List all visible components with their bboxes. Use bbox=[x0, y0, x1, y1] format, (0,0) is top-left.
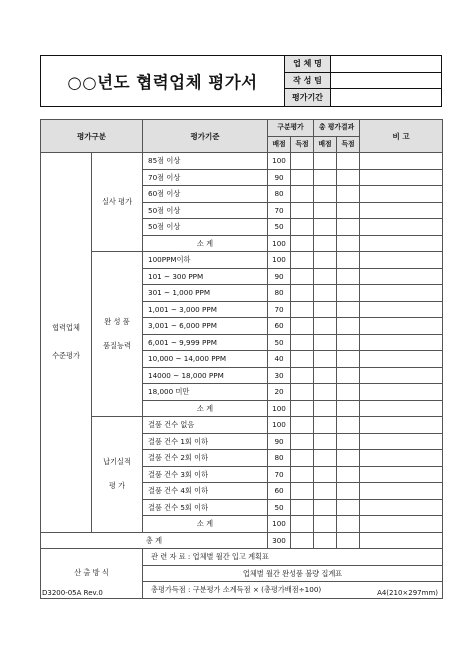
subtotal-total-allot-cell[interactable] bbox=[314, 516, 337, 533]
doc-code: D3200-05A Rev.0 bbox=[42, 589, 103, 597]
points-cell: 50 bbox=[268, 499, 291, 516]
total-score-cell[interactable] bbox=[337, 351, 360, 368]
grand-total-label: 총 계 bbox=[41, 532, 268, 549]
score-cell[interactable] bbox=[291, 499, 314, 516]
grand-total-result-cell[interactable] bbox=[337, 532, 360, 549]
points-cell: 80 bbox=[268, 285, 291, 302]
total-score-cell[interactable] bbox=[337, 417, 360, 434]
section-name-line2: 평 가 bbox=[108, 481, 126, 491]
calc-method-label: 산 출 방 식 bbox=[41, 549, 143, 599]
subtotal-total-allot-cell[interactable] bbox=[314, 235, 337, 252]
total-allot-cell[interactable] bbox=[314, 252, 337, 269]
points-cell: 100 bbox=[268, 153, 291, 170]
total-allot-cell[interactable] bbox=[314, 169, 337, 186]
note-cell[interactable] bbox=[360, 186, 443, 203]
calc-row bbox=[41, 549, 443, 566]
criteria-cell: 10,000 ~ 14,000 PPM bbox=[143, 351, 268, 368]
points-cell: 60 bbox=[268, 483, 291, 500]
total-score-cell[interactable] bbox=[337, 202, 360, 219]
score-cell[interactable] bbox=[291, 367, 314, 384]
subtotal-score-cell[interactable] bbox=[291, 400, 314, 417]
score-cell[interactable] bbox=[291, 186, 314, 203]
criteria-cell: 50점 이상 bbox=[143, 202, 268, 219]
score-cell[interactable] bbox=[291, 417, 314, 434]
score-cell[interactable] bbox=[291, 483, 314, 500]
note-cell[interactable] bbox=[360, 499, 443, 516]
total-allot-cell[interactable] bbox=[314, 384, 337, 401]
subtotal-points: 100 bbox=[268, 235, 291, 252]
criteria-cell: 50점 이상 bbox=[143, 219, 268, 236]
table-row bbox=[41, 153, 443, 170]
score-cell[interactable] bbox=[291, 334, 314, 351]
grand-total-score-cell[interactable] bbox=[291, 532, 314, 549]
header-field-team bbox=[285, 73, 441, 90]
score-cell[interactable] bbox=[291, 169, 314, 186]
total-score-cell[interactable] bbox=[337, 268, 360, 285]
points-cell: 30 bbox=[268, 367, 291, 384]
paper-size: A4(210×297mm) bbox=[377, 589, 438, 597]
total-allot-cell[interactable] bbox=[314, 268, 337, 285]
note-cell[interactable] bbox=[360, 202, 443, 219]
score-cell[interactable] bbox=[291, 433, 314, 450]
criteria-cell: 85점 이상 bbox=[143, 153, 268, 170]
total-score-cell[interactable] bbox=[337, 499, 360, 516]
total-allot-cell[interactable] bbox=[314, 499, 337, 516]
score-cell[interactable] bbox=[291, 153, 314, 170]
score-cell[interactable] bbox=[291, 301, 314, 318]
total-score-cell[interactable] bbox=[337, 169, 360, 186]
subtotal-total-score-cell[interactable] bbox=[337, 400, 360, 417]
note-cell[interactable] bbox=[360, 268, 443, 285]
points-cell: 70 bbox=[268, 301, 291, 318]
header-field-period bbox=[285, 89, 441, 106]
subtotal-points: 100 bbox=[268, 400, 291, 417]
criteria-cell: 결품 건수 4회 이하 bbox=[143, 483, 268, 500]
total-allot-cell[interactable] bbox=[314, 351, 337, 368]
subtotal-label: 소 계 bbox=[143, 235, 268, 252]
criteria-cell: 결품 건수 없음 bbox=[143, 417, 268, 434]
points-cell: 90 bbox=[268, 268, 291, 285]
total-allot-cell[interactable] bbox=[314, 433, 337, 450]
subtotal-note-cell[interactable] bbox=[360, 400, 443, 417]
subtotal-label: 소 계 bbox=[143, 400, 268, 417]
col-header-note: 비 고 bbox=[360, 120, 443, 153]
note-cell[interactable] bbox=[360, 417, 443, 434]
total-score-cell[interactable] bbox=[337, 450, 360, 467]
criteria-cell: 1,001 ~ 3,000 PPM bbox=[143, 301, 268, 318]
main-category bbox=[41, 153, 92, 533]
points-cell: 80 bbox=[268, 450, 291, 467]
col-header-total-allot: 배점 bbox=[314, 136, 337, 153]
total-score-cell[interactable] bbox=[337, 367, 360, 384]
table-row bbox=[41, 417, 443, 434]
score-cell[interactable] bbox=[291, 252, 314, 269]
points-cell: 50 bbox=[268, 334, 291, 351]
subtotal-points: 100 bbox=[268, 516, 291, 533]
total-score-cell[interactable] bbox=[337, 252, 360, 269]
note-cell[interactable] bbox=[360, 169, 443, 186]
score-cell[interactable] bbox=[291, 384, 314, 401]
total-allot-cell[interactable] bbox=[314, 417, 337, 434]
header-fields bbox=[285, 56, 441, 106]
points-cell: 90 bbox=[268, 433, 291, 450]
points-cell: 70 bbox=[268, 466, 291, 483]
total-score-cell[interactable] bbox=[337, 285, 360, 302]
main-category-line2: 수준평가 bbox=[52, 351, 80, 361]
section-name-line1: 납기실적 bbox=[103, 457, 131, 467]
subtotal-note-cell[interactable] bbox=[360, 516, 443, 533]
col-header-category: 평가구분 bbox=[41, 120, 143, 153]
main-category-line1: 협력업체 bbox=[52, 323, 80, 333]
note-cell[interactable] bbox=[360, 450, 443, 467]
total-score-cell[interactable] bbox=[337, 186, 360, 203]
score-cell[interactable] bbox=[291, 450, 314, 467]
eval-period-field[interactable] bbox=[331, 89, 441, 106]
company-name-label: 업 체 명 bbox=[285, 56, 331, 72]
criteria-cell: 14000 ~ 18,000 PPM bbox=[143, 367, 268, 384]
note-cell[interactable] bbox=[360, 351, 443, 368]
criteria-cell: 100PPM이하 bbox=[143, 252, 268, 269]
score-cell[interactable] bbox=[291, 318, 314, 335]
score-cell[interactable] bbox=[291, 268, 314, 285]
criteria-cell: 70점 이상 bbox=[143, 169, 268, 186]
total-allot-cell[interactable] bbox=[314, 318, 337, 335]
score-cell[interactable] bbox=[291, 285, 314, 302]
score-cell[interactable] bbox=[291, 219, 314, 236]
total-score-cell[interactable] bbox=[337, 318, 360, 335]
total-score-cell[interactable] bbox=[337, 301, 360, 318]
header-box bbox=[40, 55, 442, 107]
subtotal-score-cell[interactable] bbox=[291, 235, 314, 252]
col-header-total-score: 득점 bbox=[337, 136, 360, 153]
total-score-cell[interactable] bbox=[337, 219, 360, 236]
subtotal-score-cell[interactable] bbox=[291, 516, 314, 533]
total-allot-cell[interactable] bbox=[314, 202, 337, 219]
note-cell[interactable] bbox=[360, 252, 443, 269]
criteria-cell: 60점 이상 bbox=[143, 186, 268, 203]
company-name-field[interactable] bbox=[331, 56, 441, 72]
criteria-cell: 결품 건수 5회 이하 bbox=[143, 499, 268, 516]
criteria-cell: 결품 건수 2회 이하 bbox=[143, 450, 268, 467]
note-cell[interactable] bbox=[360, 301, 443, 318]
total-allot-cell[interactable] bbox=[314, 186, 337, 203]
note-cell[interactable] bbox=[360, 466, 443, 483]
total-score-cell[interactable] bbox=[337, 334, 360, 351]
points-cell: 90 bbox=[268, 169, 291, 186]
criteria-cell: 101 ~ 300 PPM bbox=[143, 268, 268, 285]
points-cell: 40 bbox=[268, 351, 291, 368]
points-cell: 20 bbox=[268, 384, 291, 401]
score-cell[interactable] bbox=[291, 202, 314, 219]
grand-total-points: 300 bbox=[268, 532, 291, 549]
section-name bbox=[92, 417, 143, 533]
grand-total-note-cell[interactable] bbox=[360, 532, 443, 549]
total-score-cell[interactable] bbox=[337, 153, 360, 170]
total-score-cell[interactable] bbox=[337, 433, 360, 450]
grand-total-allot-cell[interactable] bbox=[314, 532, 337, 549]
total-score-cell[interactable] bbox=[337, 466, 360, 483]
criteria-cell: 301 ~ 1,000 PPM bbox=[143, 285, 268, 302]
total-allot-cell[interactable] bbox=[314, 483, 337, 500]
author-team-label: 작 성 팀 bbox=[285, 73, 331, 89]
total-score-cell[interactable] bbox=[337, 384, 360, 401]
total-allot-cell[interactable] bbox=[314, 450, 337, 467]
col-header-total-result: 총 평가결과 bbox=[314, 120, 360, 137]
subtotal-total-score-cell[interactable] bbox=[337, 235, 360, 252]
col-header-allot: 배점 bbox=[268, 136, 291, 153]
note-cell[interactable] bbox=[360, 483, 443, 500]
points-cell: 70 bbox=[268, 202, 291, 219]
subtotal-label: 소 계 bbox=[143, 516, 268, 533]
subtotal-total-score-cell[interactable] bbox=[337, 516, 360, 533]
calc-line: 총평가득점 : 구분평가 소계득점 × (총평가배점÷100) bbox=[143, 582, 443, 599]
points-cell: 100 bbox=[268, 417, 291, 434]
points-cell: 50 bbox=[268, 219, 291, 236]
note-cell[interactable] bbox=[360, 367, 443, 384]
grand-total-row bbox=[41, 532, 443, 549]
eval-period-label: 평가기간 bbox=[285, 89, 331, 106]
total-allot-cell[interactable] bbox=[314, 285, 337, 302]
col-header-score: 득점 bbox=[291, 136, 314, 153]
note-cell[interactable] bbox=[360, 219, 443, 236]
note-cell[interactable] bbox=[360, 153, 443, 170]
note-cell[interactable] bbox=[360, 384, 443, 401]
total-allot-cell[interactable] bbox=[314, 466, 337, 483]
score-cell[interactable] bbox=[291, 351, 314, 368]
total-allot-cell[interactable] bbox=[314, 219, 337, 236]
author-team-field[interactable] bbox=[331, 73, 441, 89]
page-title: ○○년도 협력업체 평가서 bbox=[41, 56, 285, 106]
section-name bbox=[92, 153, 143, 252]
subtotal-total-allot-cell[interactable] bbox=[314, 400, 337, 417]
calc-line: 관 련 자 료 : 업체별 월간 입고 계획표 bbox=[143, 549, 443, 566]
col-header-group-score: 구분평가 bbox=[268, 120, 314, 137]
criteria-cell: 6,001 ~ 9,999 PPM bbox=[143, 334, 268, 351]
evaluation-table bbox=[40, 119, 443, 599]
note-cell[interactable] bbox=[360, 334, 443, 351]
points-cell: 60 bbox=[268, 318, 291, 335]
note-cell[interactable] bbox=[360, 433, 443, 450]
section-name-line1: 실사 평가 bbox=[101, 197, 133, 206]
section-name-line2: 품질능력 bbox=[103, 341, 131, 350]
section-name bbox=[92, 252, 143, 417]
note-cell[interactable] bbox=[360, 285, 443, 302]
total-allot-cell[interactable] bbox=[314, 334, 337, 351]
note-cell[interactable] bbox=[360, 318, 443, 335]
col-header-criteria: 평가기준 bbox=[143, 120, 268, 153]
criteria-cell: 결품 건수 3회 이하 bbox=[143, 466, 268, 483]
points-cell: 100 bbox=[268, 252, 291, 269]
subtotal-note-cell[interactable] bbox=[360, 235, 443, 252]
total-allot-cell[interactable] bbox=[314, 301, 337, 318]
calc-line: 업체별 월간 완성품 불량 집계표 bbox=[143, 565, 443, 582]
criteria-cell: 3,001 ~ 6,000 PPM bbox=[143, 318, 268, 335]
points-cell: 80 bbox=[268, 186, 291, 203]
score-cell[interactable] bbox=[291, 466, 314, 483]
criteria-cell: 18,000 미만 bbox=[143, 384, 268, 401]
table-row bbox=[41, 252, 443, 269]
total-allot-cell[interactable] bbox=[314, 367, 337, 384]
criteria-cell: 결품 건수 1회 이하 bbox=[143, 433, 268, 450]
header-field-company bbox=[285, 56, 441, 73]
total-score-cell[interactable] bbox=[337, 483, 360, 500]
section-name-line1: 완 성 품 bbox=[104, 317, 130, 326]
total-allot-cell[interactable] bbox=[314, 153, 337, 170]
